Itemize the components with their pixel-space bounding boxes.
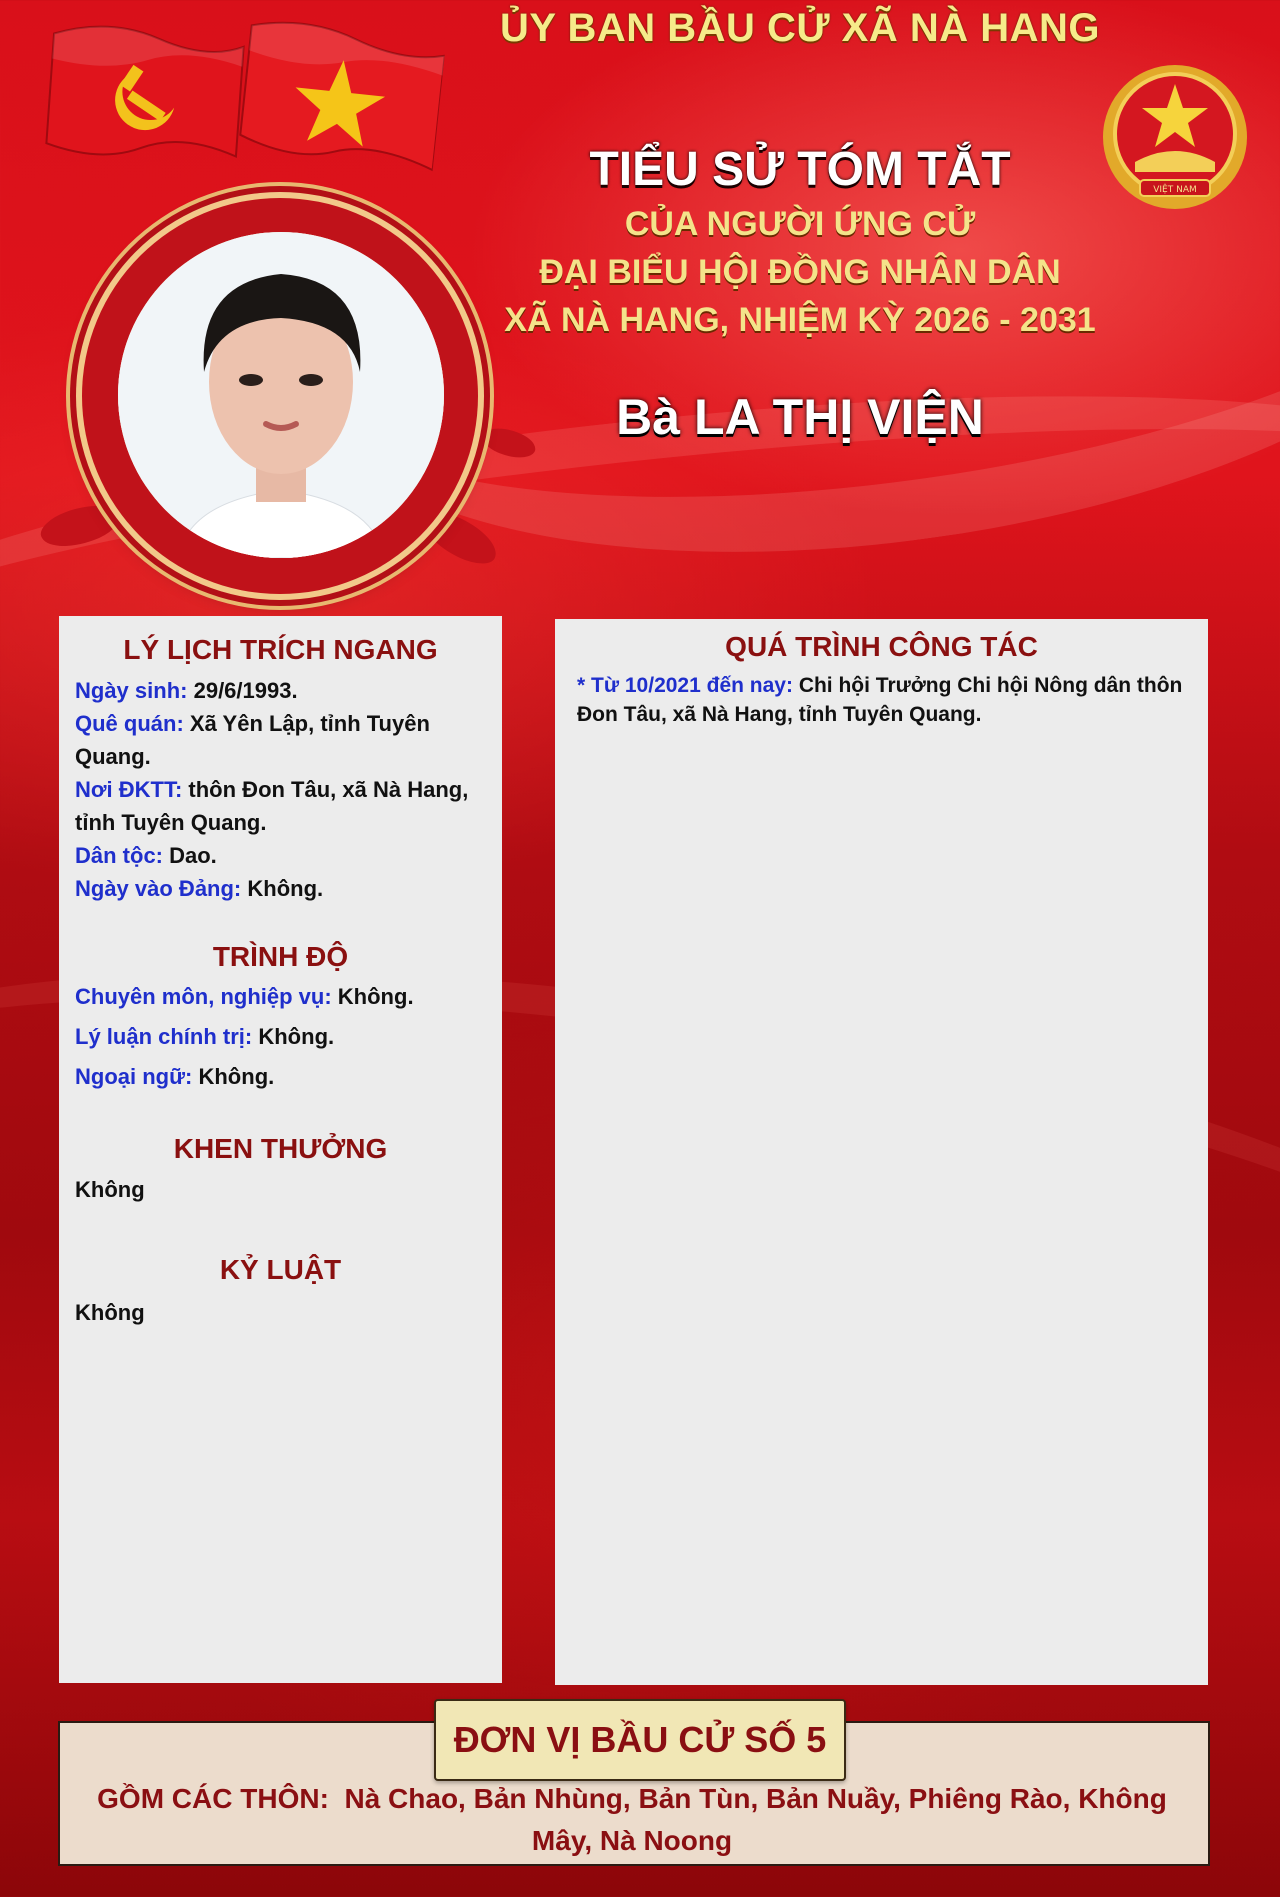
hometown-field: [75, 707, 490, 773]
profile-panel: [59, 616, 502, 1683]
candidate-portrait: [118, 232, 444, 558]
bio-heading: [480, 140, 1120, 344]
party-date-value: Không.: [247, 876, 324, 901]
emblem-text: VIỆT NAM: [1153, 185, 1197, 195]
committee-title: ỦY BAN BẦU CỬ XÃ NÀ HANG: [499, 6, 1101, 50]
work-section-title: QUÁ TRÌNH CÔNG TÁC: [725, 631, 1038, 662]
awards-section-title: KHEN THƯỞNG: [173, 1133, 388, 1164]
work-entry: [577, 671, 1190, 729]
subtitle-line-2: ĐẠI BIỂU HỘI ĐỒNG NHÂN DÂN: [539, 253, 1061, 291]
birth-date-value: 29/6/1993.: [193, 678, 298, 703]
party-flag-icon: [40, 13, 250, 177]
residence-value: thôn Đon Tâu, xã Nà Hang, tỉnh Tuyên Quang.: [75, 777, 469, 835]
political-label: Lý luận chính trị:: [75, 1024, 253, 1049]
national-flag-icon: [233, 10, 448, 180]
work-history-panel: [555, 619, 1208, 1685]
political-field: [75, 1017, 490, 1057]
language-label: Ngoại ngữ:: [75, 1064, 193, 1089]
professional-field: [75, 977, 490, 1017]
party-date-label: Ngày vào Đảng:: [75, 876, 242, 901]
awards-value: Không: [75, 1177, 145, 1202]
profile-section-title: LÝ LỊCH TRÍCH NGANG: [123, 634, 438, 665]
birth-date-label: Ngày sinh:: [75, 678, 188, 703]
portrait-illustration: [118, 232, 444, 558]
education-section-title: TRÌNH ĐỘ: [212, 941, 349, 972]
party-date-field: [75, 872, 490, 905]
residence-label: Nơi ĐKTT:: [75, 777, 183, 802]
ethnicity-value: Dao.: [169, 843, 217, 868]
national-emblem-icon: [1100, 62, 1250, 212]
political-value: Không.: [258, 1024, 335, 1049]
work-entry-value: Chi hội Trưởng Chi hội Nông dân thôn Đon Tâu, xã Nà Hang, tỉnh Tuyên Quang.: [577, 674, 1183, 726]
residence-field: [75, 773, 490, 839]
language-value: Không.: [198, 1064, 275, 1089]
electoral-unit-label: ĐƠN VỊ BẦU CỬ SỐ 5: [434, 1699, 846, 1781]
hometown-value: Xã Yên Lập, tỉnh Tuyên Quang.: [75, 711, 430, 769]
villages-label: GỒM CÁC THÔN:: [97, 1783, 329, 1814]
villages-list: [70, 1778, 1194, 1862]
work-entry-label: * Từ 10/2021 đến nay:: [577, 674, 793, 697]
discipline-value: Không: [75, 1300, 145, 1325]
candidate-name: Bà LA THỊ VIỆN: [616, 389, 984, 445]
discipline-section-title: KỶ LUẬT: [219, 1254, 342, 1285]
ribbon: [36, 495, 123, 556]
portrait-frame: [82, 198, 478, 594]
professional-label: Chuyên môn, nghiệp vụ:: [75, 984, 332, 1009]
hometown-label: Quê quán:: [75, 711, 184, 736]
birth-date-field: [75, 674, 490, 707]
ethnicity-field: [75, 839, 490, 872]
subtitle-line-1: CỦA NGƯỜI ỨNG CỬ: [624, 205, 976, 243]
villages-value: Nà Chao, Bản Nhùng, Bản Tùn, Bản Nuầy, Phiêng Rào, Không Mây, Nà Noong: [344, 1783, 1167, 1856]
professional-value: Không.: [337, 984, 414, 1009]
subtitle-line-3: XÃ NÀ HANG, NHIỆM KỲ 2026 - 2031: [504, 301, 1096, 339]
language-field: [75, 1057, 490, 1097]
page-title: TIỂU SỬ TÓM TẮT: [589, 143, 1011, 196]
ethnicity-label: Dân tộc:: [75, 843, 163, 868]
